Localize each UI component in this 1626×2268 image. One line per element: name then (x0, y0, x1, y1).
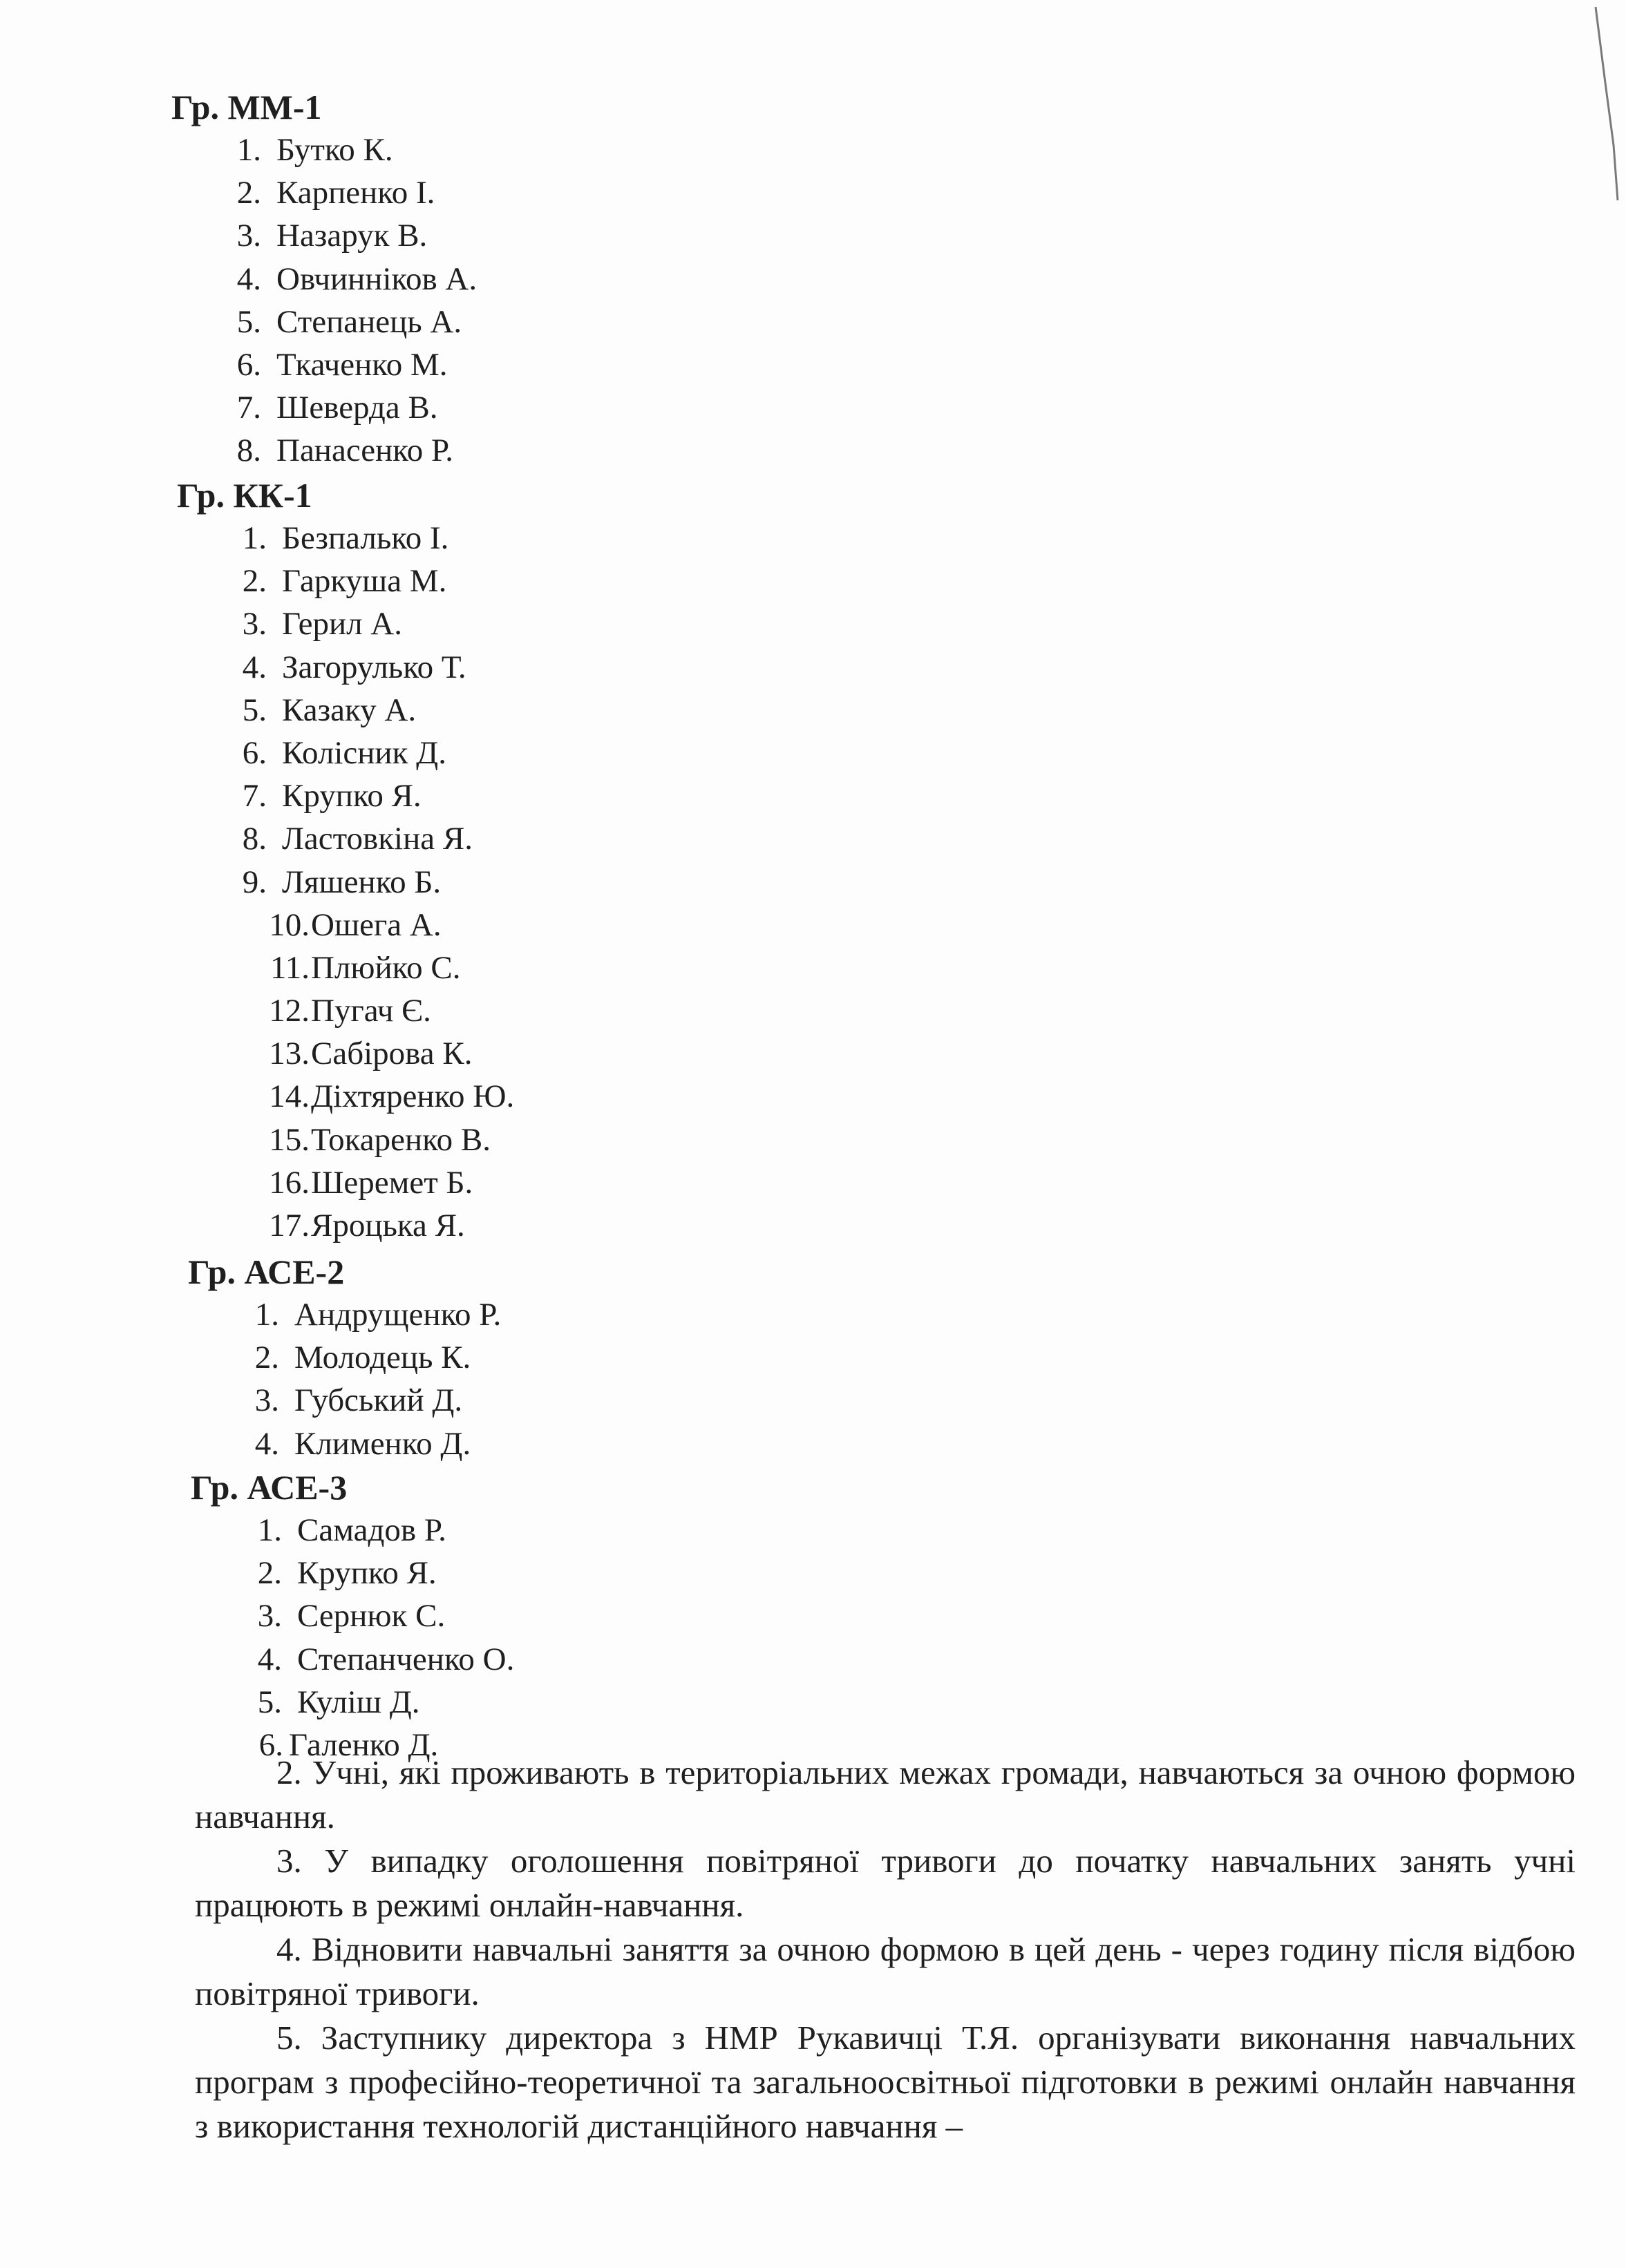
item-number: 3. (254, 1382, 279, 1419)
item-number: 5. (257, 1684, 282, 1720)
list-item (221, 214, 477, 257)
paragraph-4: 4. Відновити навчальні заняття за очною формою в цей день - через годину після відбою повітряної тривоги. (195, 1930, 1576, 2012)
list-item (242, 1594, 514, 1637)
order-paragraphs (195, 1751, 1576, 2148)
group-title: Гр. АСЕ-2 (188, 1252, 345, 1291)
list-item (228, 946, 514, 989)
group-mm-1 (171, 86, 477, 473)
item-number: 6. (236, 346, 261, 383)
item-number: 4. (257, 1641, 282, 1677)
student-name: Ошега А. (311, 906, 442, 943)
student-name: Ткаченко М. (276, 346, 448, 383)
item-number: 8. (236, 432, 261, 469)
list-item (228, 732, 514, 774)
list-item (228, 560, 514, 602)
list-item (228, 517, 514, 560)
student-name: Клименко Д. (294, 1425, 471, 1462)
item-number: 2. (257, 1555, 282, 1592)
group-title: Гр. ММ-1 (171, 88, 322, 126)
student-name: Крупко Я. (297, 1555, 437, 1592)
student-name: Ластовкіна Я. (282, 821, 473, 857)
student-name: Шеверда В. (276, 390, 438, 426)
student-name: Герил А. (282, 606, 403, 642)
list-item (242, 1552, 514, 1594)
item-number: 4. (254, 1425, 279, 1462)
list-item (228, 1204, 514, 1247)
list-item (221, 258, 477, 301)
item-number: 4. (236, 260, 261, 297)
item-number: 5. (242, 692, 267, 728)
student-name: Овчинніков А. (276, 260, 478, 297)
item-number: 16. (269, 1164, 310, 1201)
item-number: 6. (242, 734, 267, 771)
student-name: Пугач Є. (311, 993, 431, 1029)
student-name: Сабірова К. (311, 1036, 473, 1072)
item-number: 2. (242, 563, 267, 600)
list-item (228, 1118, 514, 1161)
item-number: 3. (242, 606, 267, 642)
item-number: 13. (269, 1036, 310, 1072)
student-name: Яроцька Я. (311, 1208, 465, 1243)
list-item (228, 861, 514, 904)
item-number: 9. (242, 864, 267, 900)
list-item (228, 774, 514, 817)
student-name: Карпенко І. (276, 175, 435, 211)
item-number: 12. (269, 993, 310, 1029)
list-item (228, 689, 514, 732)
item-number: 1. (242, 520, 267, 556)
student-list (221, 128, 477, 473)
list-item (242, 1638, 514, 1681)
list-item (228, 646, 514, 689)
list-item (221, 171, 477, 214)
student-name: Колісник Д. (282, 734, 446, 771)
student-name: Загорулько Т. (282, 649, 466, 685)
student-name: Токаренко В. (311, 1121, 491, 1158)
student-name: Молодець К. (294, 1340, 471, 1376)
list-item (228, 817, 514, 860)
item-number: 1. (236, 132, 261, 168)
student-name: Безпалько І. (282, 520, 449, 556)
student-name: Назарук В. (276, 218, 428, 254)
item-number: 1. (254, 1297, 279, 1333)
student-list (228, 517, 514, 1247)
item-number: 14. (269, 1078, 310, 1115)
paragraph-3: 3. У випадку оголошення повітряної тривоги до початку навчальних занять учні працюють в режимі онлайн-навчання. (195, 1842, 1576, 1924)
list-item (221, 343, 477, 386)
student-name: Куліш Д. (297, 1684, 420, 1720)
group-title: Гр. АСЕ-3 (191, 1468, 348, 1507)
item-number: 2. (254, 1340, 279, 1376)
item-number: 1. (257, 1512, 282, 1548)
item-number: 8. (242, 821, 267, 857)
student-name: Плюйко С. (311, 949, 461, 986)
list-item (228, 1032, 514, 1075)
group-ace-2 (188, 1250, 501, 1465)
scan-edge-mark (1593, 0, 1620, 207)
student-name: Сернюк С. (297, 1598, 446, 1635)
list-item (239, 1336, 501, 1379)
list-item (239, 1422, 501, 1465)
list-item (221, 128, 477, 171)
item-number: 11. (270, 949, 310, 986)
item-number: 3. (257, 1598, 282, 1635)
item-number: 17. (269, 1208, 310, 1243)
student-list (242, 1509, 514, 1766)
list-item (228, 1161, 514, 1204)
student-name: Андрущенко Р. (294, 1297, 502, 1333)
student-name: Степанченко О. (297, 1641, 515, 1677)
student-name: Самадов Р. (297, 1512, 446, 1548)
student-name: Панасенко Р. (276, 432, 453, 469)
list-item (228, 904, 514, 946)
item-number: 5. (236, 303, 261, 340)
item-number: 2. (236, 175, 261, 211)
list-item (239, 1293, 501, 1336)
paragraph-5: 5. Заступнику директора з НМР Рукавичці Т.Я. організувати виконання навчальних програм з професійно-теоретичної та загальноосвітньої підготовки в режимі онлайн навчання з використання технологій дистанційного навчання – (195, 2019, 1576, 2145)
list-item (221, 429, 477, 472)
item-number: 10. (269, 906, 310, 943)
student-name: Крупко Я. (282, 778, 422, 814)
item-number: 4. (242, 649, 267, 685)
list-item (228, 1075, 514, 1118)
paragraph-2: 2. Учні, які проживають в територіальних межах громади, навчаються за очною формою навчання. (195, 1753, 1576, 1836)
group-kk-1 (177, 474, 514, 1247)
list-item (221, 301, 477, 343)
item-number: 15. (269, 1121, 310, 1158)
item-number: 7. (236, 390, 261, 426)
item-number: 6. (258, 1726, 283, 1763)
list-item (228, 602, 514, 645)
student-name: Губський Д. (294, 1382, 463, 1419)
item-number: 3. (236, 218, 261, 254)
student-name: Ляшенко Б. (282, 864, 442, 900)
student-list (239, 1293, 501, 1465)
list-item (242, 1681, 514, 1724)
student-name: Гаркуша М. (282, 563, 447, 600)
list-item (239, 1379, 501, 1422)
item-number: 7. (242, 778, 267, 814)
student-name: Бутко К. (276, 132, 393, 168)
student-name: Степанець А. (276, 303, 462, 340)
student-name: Казаку А. (282, 692, 417, 728)
list-item (228, 989, 514, 1032)
list-item (242, 1509, 514, 1552)
list-item (221, 386, 477, 429)
student-name: Діхтяренко Ю. (311, 1078, 515, 1115)
student-name: Галенко Д. (289, 1726, 439, 1763)
group-title: Гр. КК-1 (177, 476, 312, 515)
group-ace-3 (191, 1466, 514, 1766)
student-name: Шеремет Б. (311, 1164, 473, 1201)
